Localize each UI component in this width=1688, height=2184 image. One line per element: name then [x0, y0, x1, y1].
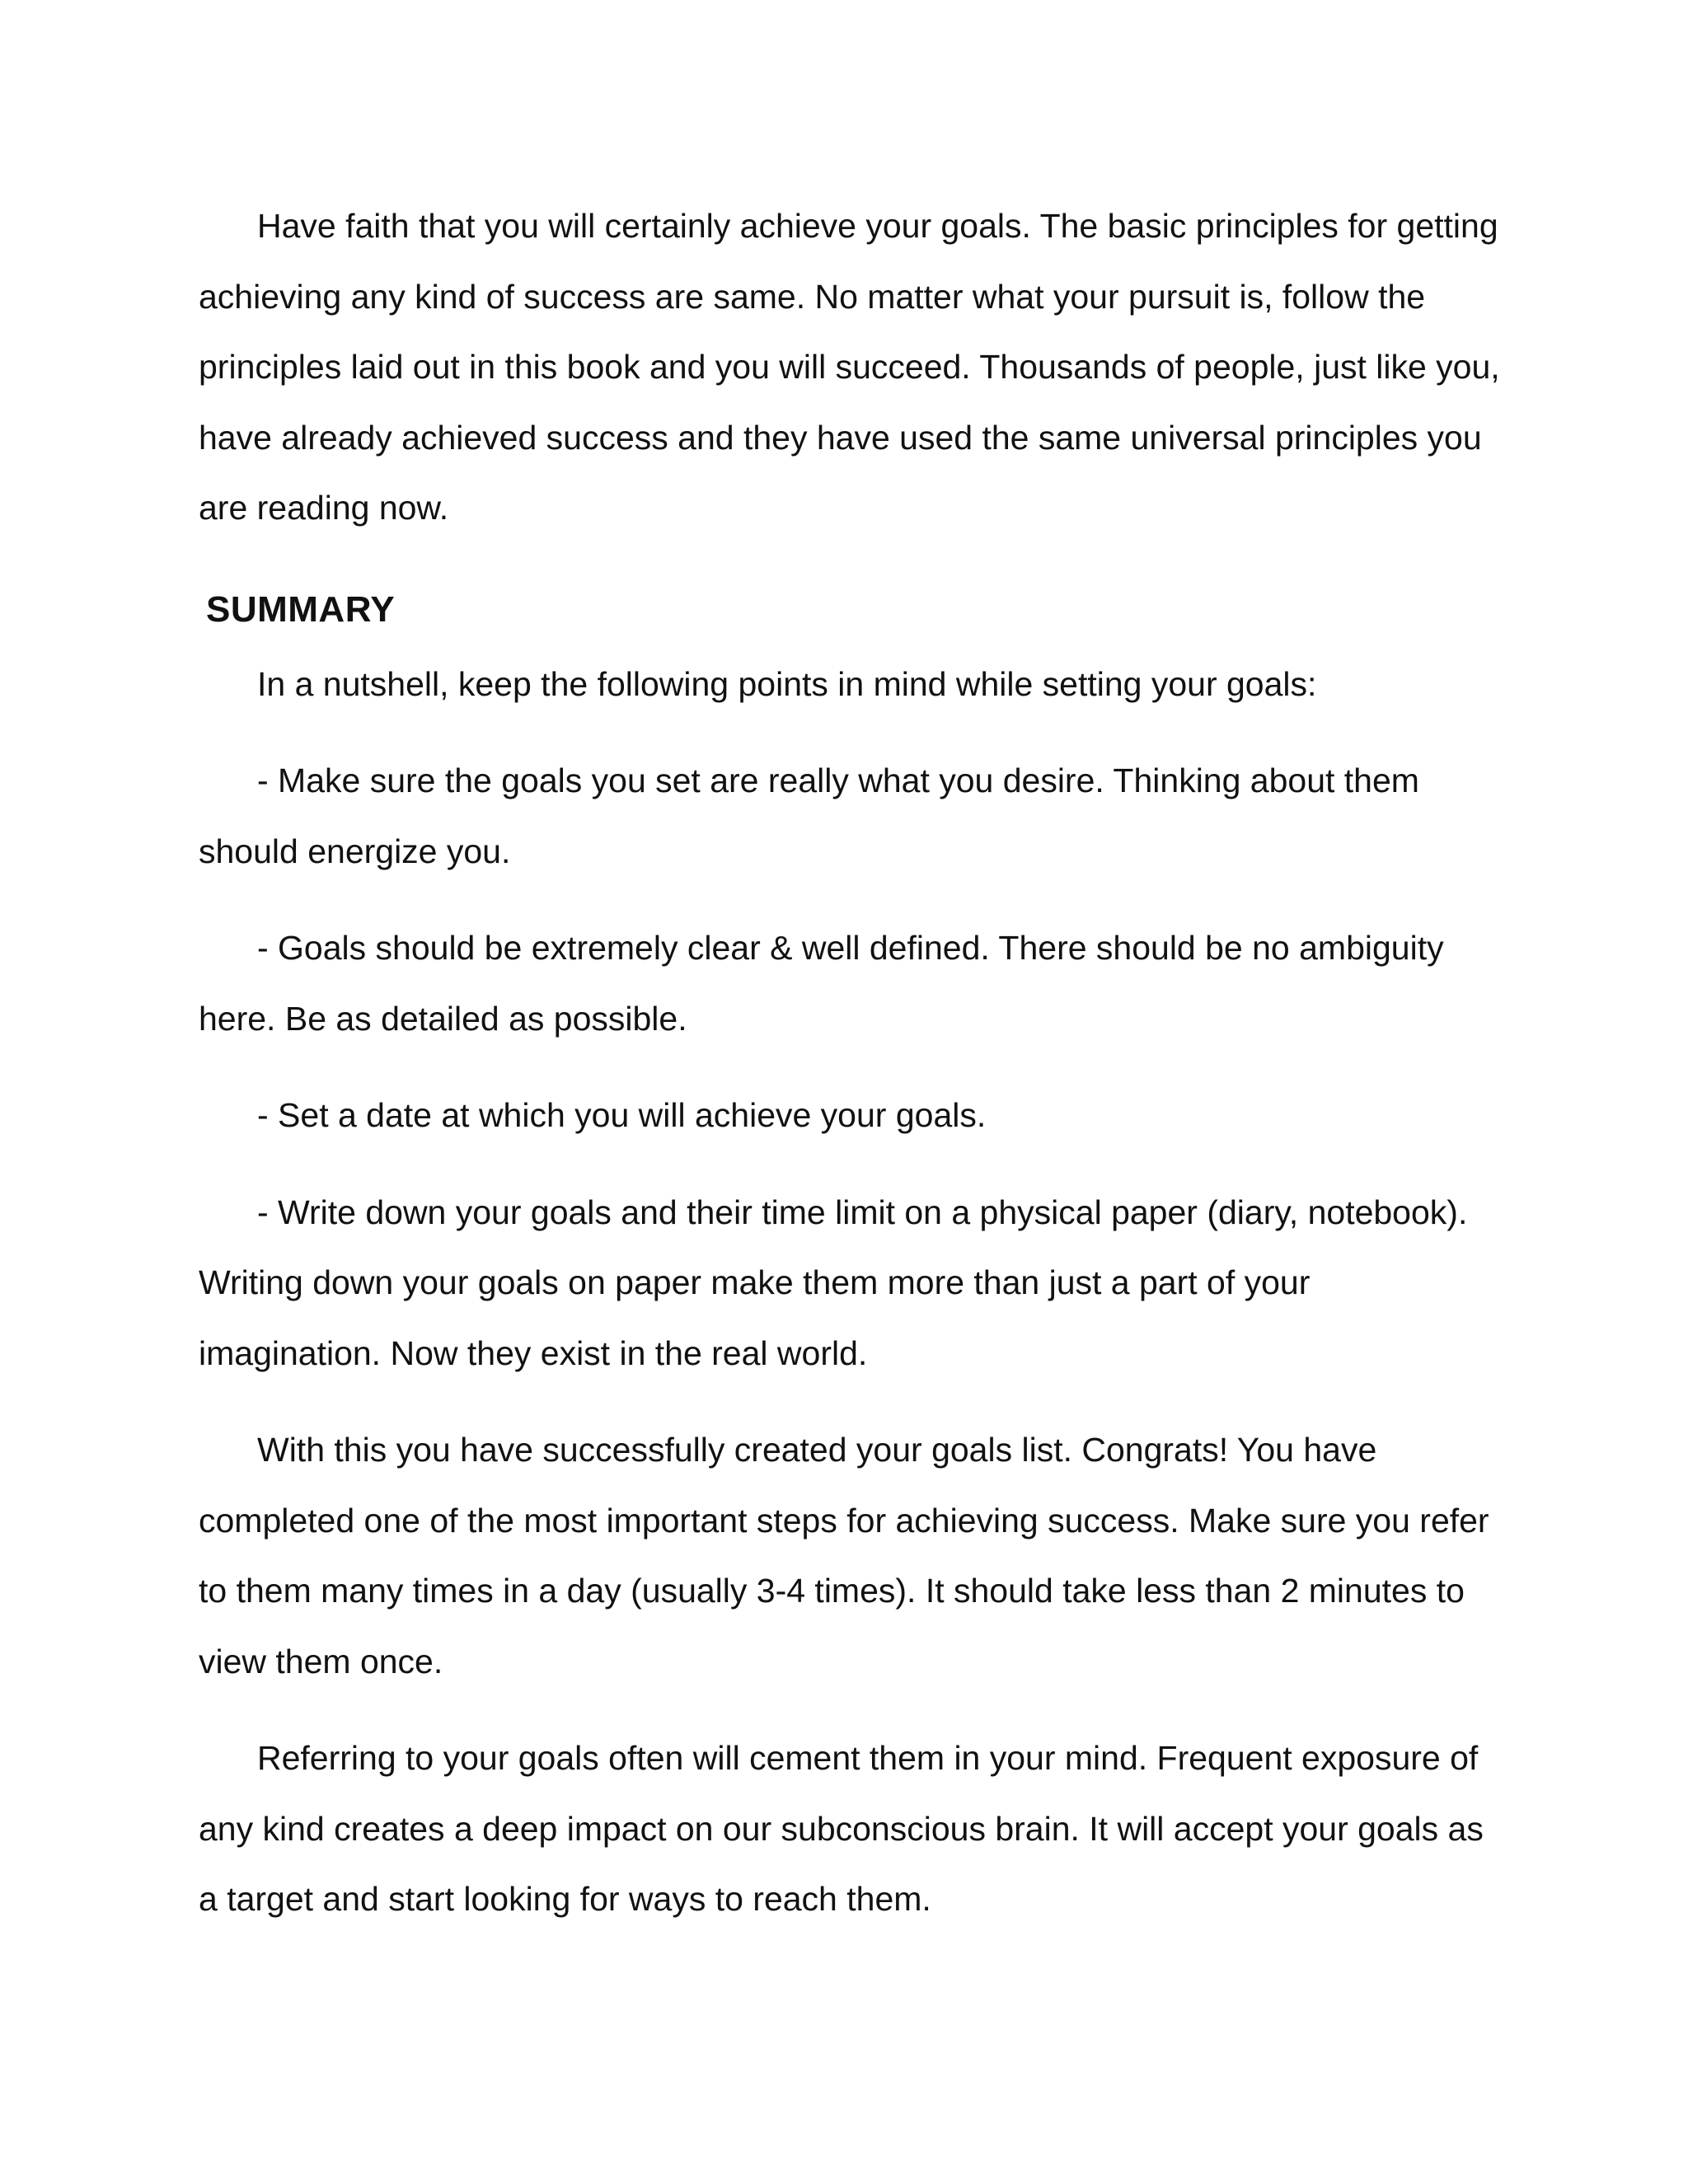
point-set-date: - Set a date at which you will achieve your goals. — [257, 1096, 987, 1134]
closing-paragraph-2: Referring to your goals often will cement them in your mind. Frequent exposure of any kind creates a deep impact on our subconscious brain. It will accept your goals as a target and start looking for ways to reach them. — [199, 1739, 1484, 1918]
point-desire: - Make sure the goals you set are really what you desire. Thinking about them should energize you. — [199, 762, 1419, 870]
summary-heading: SUMMARY — [206, 588, 396, 630]
summary-intro-paragraph: In a nutshell, keep the following points in mind while setting your goals: — [257, 664, 1317, 703]
page-content — [199, 191, 1501, 1935]
intro-paragraph: Have faith that you will certainly achieve your goals. The basic principles for getting achieving any kind of success are same. No matter what your pursuit is, follow the principles laid out in this book and you will succeed. Thousands of people, just like you, have already achieved success and they have used the same universal principles you are reading now. — [199, 207, 1500, 527]
closing-paragraph-1: With this you have successfully created your goals list. Congrats! You have completed one of the most important steps for achieving success. Make sure you refer to them many times in a day (usually 3-4 times). It should take less than 2 minutes to view them once. — [199, 1431, 1489, 1680]
point-clear-goals: - Goals should be extremely clear & well defined. There should be no ambiguity here. Be as detailed as possible. — [199, 929, 1444, 1038]
point-write-down: - Write down your goals and their time limit on a physical paper (diary, notebook). Writing down your goals on paper make them more than just a part of your imagination. Now they exist in the real world. — [199, 1193, 1468, 1372]
